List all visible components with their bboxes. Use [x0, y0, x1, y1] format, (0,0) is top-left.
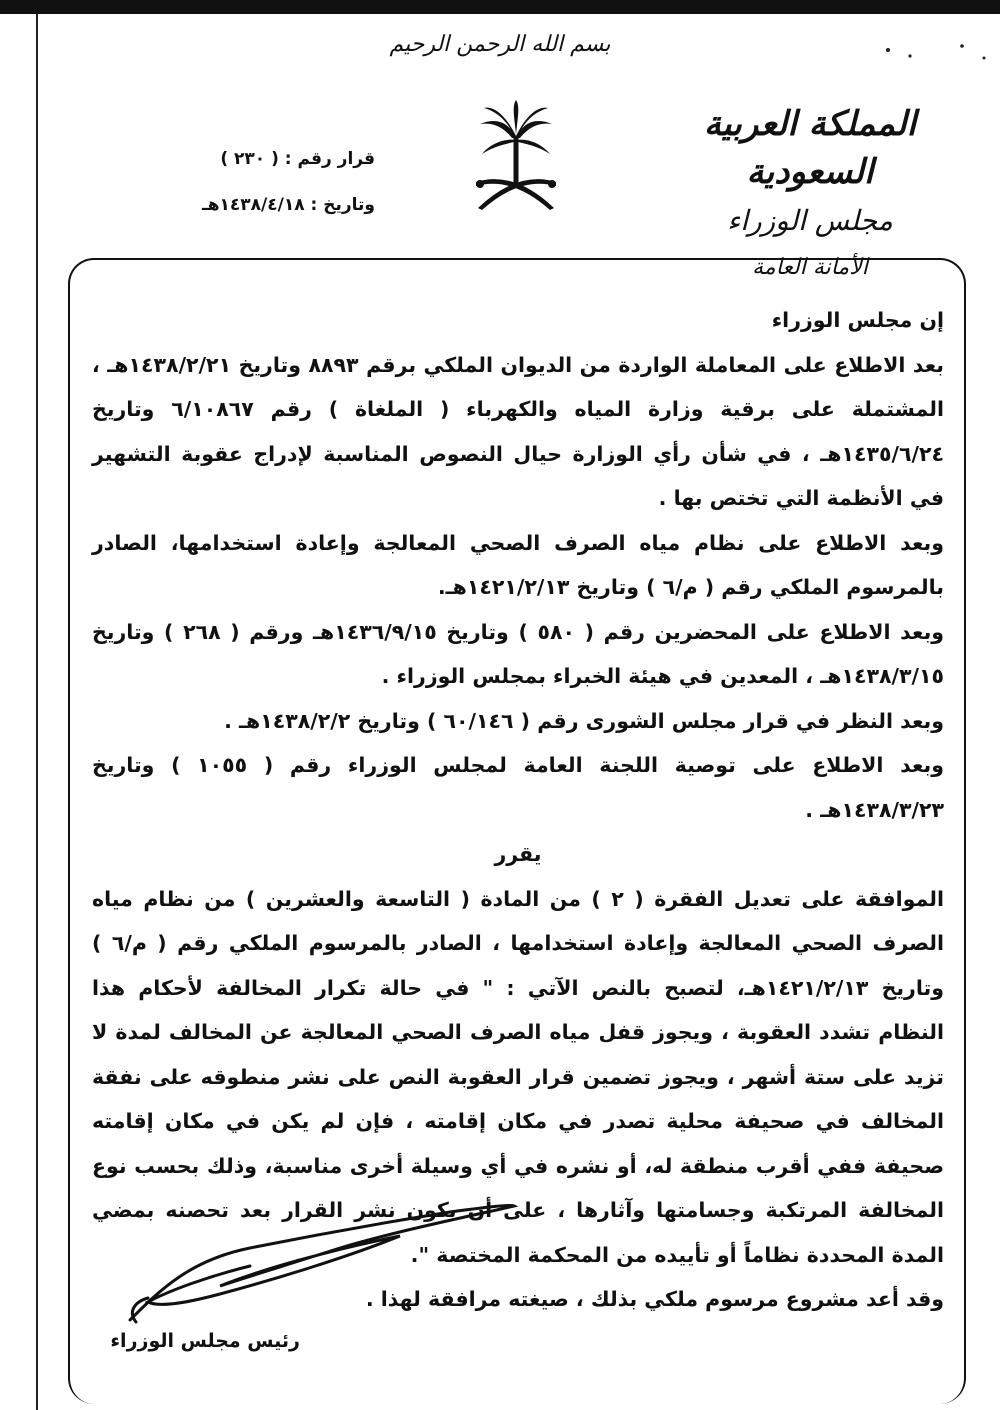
scan-specks — [880, 38, 990, 68]
closing-paragraph: وقد أعد مشروع مرسوم ملكي بذلك ، صيغته مرافقة لهذا . — [365, 1287, 944, 1311]
decision-body — [92, 298, 944, 1322]
handwritten-signature-icon — [100, 1190, 520, 1340]
decision-number: قرار رقم : ( ٢٣٠ ) — [220, 149, 375, 169]
preamble-paragraph: وبعد النظر في قرار مجلس الشورى رقم ( ٦٠/١٤٦ ) وتاريخ ١٤٣٨/٢/٢هـ . — [224, 708, 944, 733]
top-border — [0, 0, 1000, 14]
decision-text: الموافقة على تعديل الفقرة ( ٢ ) من المادة ( التاسعة والعشرين ) من نظام مياه الصرف الصحي المعالجة وإعادة استخدامها ، الصادر بالمرسوم الملكي رقم ( م/٦ ) وتاريخ ١٤٢١/٢/١٣هـ، لتصبح بالنص الآتي : " في حالة تكرار المخالفة لأحكام هذا النظام تشدد العقوبة ، ويجوز قفل مياه الصرف الصحي المعالجة عن المخالف لمدة لا تزيد على ستة أشهر ، ويجوز تضمين قرار العقوبة النص على نشر منطوقه على نفقة المخالف في صحيفة محلية تصدر في مكان إقامته ، فإن لم يكن في مكان إقامته صحيفة ففي أقرب منطقة له، أو نشره في أي وسيلة أخرى مناسبة، وذلك بحسب نوع المخالفة المرتكبة وجسامتها وآثارها ، على أن يكون نشر القرار بعد تحصنه بمضي المدة المحددة نظاماً أو تأييده من المحكمة المختصة ". — [92, 886, 944, 1267]
preamble-paragraph: بعد الاطلاع على المعاملة الواردة من الديوان الملكي برقم ٨٨٩٣ وتاريخ ١٤٣٨/٢/٢١هـ ، المشتملة على برقية وزارة المياه والكهرباء ( الملغاة ) رقم ٦/١٠٨٦٧ وتاريخ ١٤٣٥/٦/٢٤هـ ، في شأن رأي الوزارة حيال النصوص المناسبة لإدراج عقوبة التشهير في الأنظمة التي تختص بها . — [92, 352, 944, 510]
kingdom-name: المملكة العربية السعودية — [703, 104, 917, 192]
opening-line: إن مجلس الوزراء — [771, 308, 944, 332]
secretariat-name: الأمانة العامة — [752, 255, 868, 280]
basmala: بسم الله الرحمن الرحيم — [389, 32, 611, 57]
council-name: مجلس الوزراء — [727, 204, 893, 237]
preamble-paragraph: وبعد الاطلاع على نظام مياه الصرف الصحي المعالجة وإعادة استخدامها، الصادر بالمرسوم الملكي رقم ( م/٦ ) وتاريخ ١٤٢١/٢/١٣هـ. — [92, 530, 944, 599]
signer-title: رئيس مجلس الوزراء — [110, 1330, 300, 1352]
preamble-paragraph: وبعد الاطلاع على توصية اللجنة العامة لمجلس الوزراء رقم ( ١٠٥٥ ) وتاريخ ١٤٣٨/٣/٢٣هـ . — [92, 753, 944, 822]
palm-and-swords-emblem-icon — [468, 100, 564, 216]
decision-reference — [150, 136, 375, 228]
decides-heading: يقرر — [494, 842, 542, 866]
decision-date: وتاريخ : ١٤٣٨/٤/١٨هـ — [201, 195, 375, 215]
preamble-paragraph: وبعد الاطلاع على المحضرين رقم ( ٥٨٠ ) وتاريخ ١٤٣٦/٩/١٥هـ ورقم ( ٢٦٨ ) وتاريخ ١٤٣٨/٣/١٥هـ ، المعدين في هيئة الخبراء بمجلس الوزراء . — [92, 619, 945, 688]
left-margin-line — [36, 14, 38, 1410]
